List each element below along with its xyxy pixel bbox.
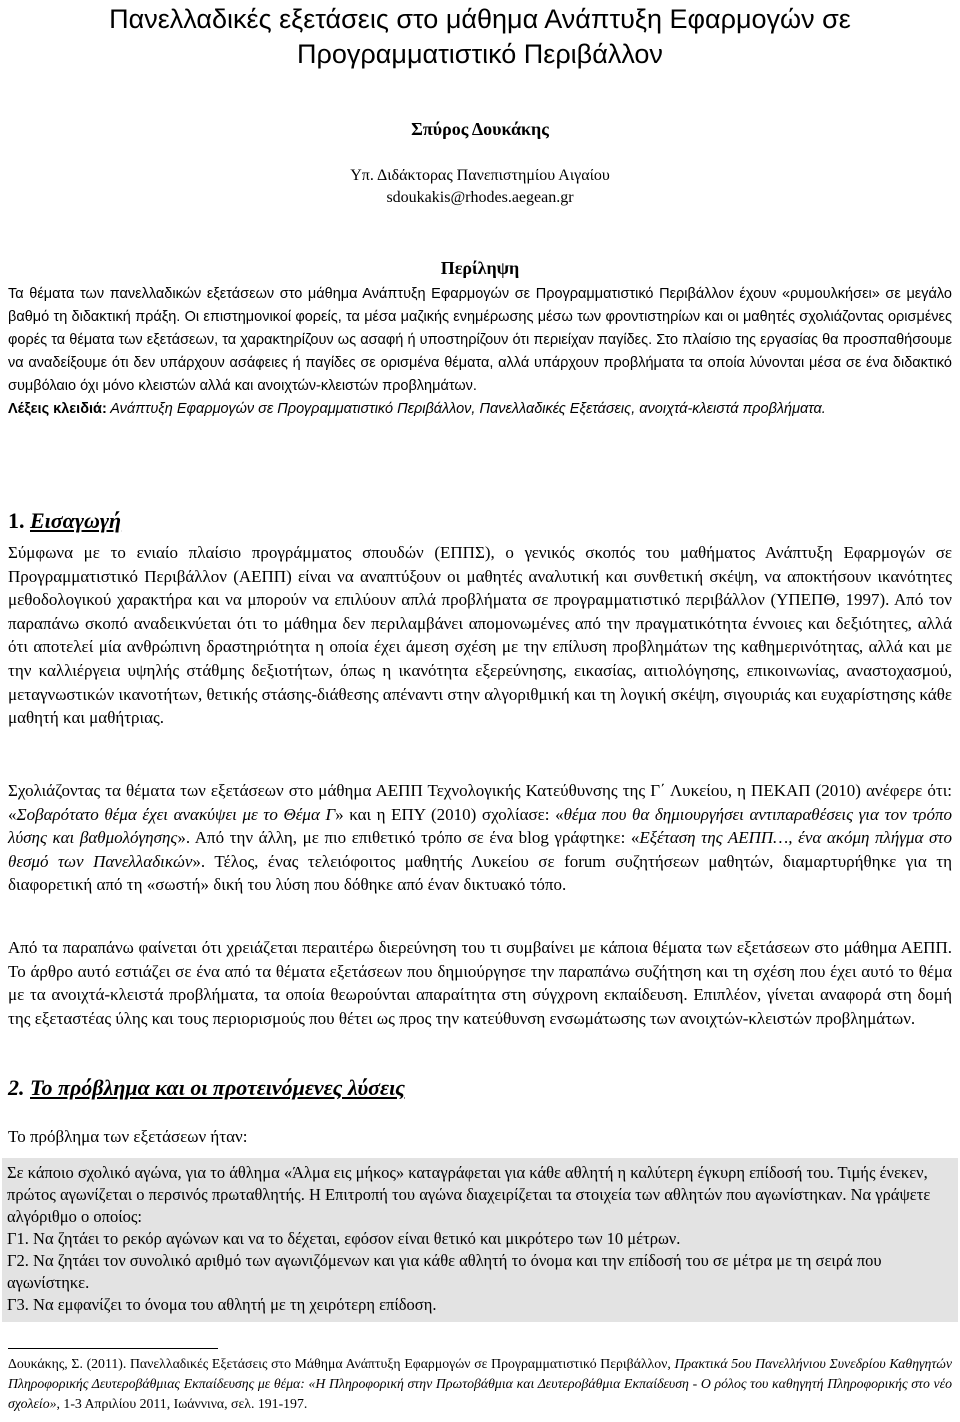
author-name: Σπύρος Δουκάκης (411, 119, 549, 139)
section-1-heading (8, 508, 121, 534)
abstract-heading: Περίληψη (440, 258, 520, 278)
citation-part: Δουκάκης, Σ. (2011). Πανελλαδικές Εξετάσεις στο Μάθημα Ανάπτυξη Εφαρμογών σε Προγραμματιστικό Περιβάλλον, (8, 1356, 675, 1371)
footer-divider (8, 1348, 218, 1349)
intro-paragraph-3: Από τα παραπάνω φαίνεται ότι χρειάζεται περαιτέρω διερεύνηση του τι συμβαίνει με κάποια θέματα των εξετάσεων στο μάθημα ΑΕΠΠ. Το άρθρο αυτό εστιάζει σε ένα από τα θέματα εξετάσεων που δημιούργησε την παραπάνω συζήτηση και τη σχέση που έχει αυτό το θέμα με τα ανοιχτά-κλειστά προβλήματα, τα οποία θεωρούνται απαραίτητα στη σύγχρονη εκπαίδευση. Επιπλέον, γίνεται αναφορά στη δομή της εξεταστέας ύλης και τους περιορισμούς που θέτει ως προς την κατεύθυνση ενσωμάτωσης των ανοιχτών-κλειστών προβλημάτων. (8, 938, 952, 1028)
section-1-title: Εισαγωγή (30, 508, 122, 533)
intro-p2-part: ». Τέλος, ένας τελειόφοιτος μαθητής Λυκείου σε forum συζητήσεων μαθητών, διαμαρτυρήθηκε για τη διαφορετική από τη «σωστή» δική του λύση που δόθηκε από έναν δικτυακό τόπο. (8, 851, 953, 895)
intro-p2-part: Σχολιάζοντας τα θέματα των εξετάσεων στο μάθημα ΑΕΠΠ Τεχνολογικής Κατεύθυνσης της Γ΄ Λυκείου, η ΠΕΚΑΠ (2010) ανέφερε ότι: « (8, 781, 952, 824)
author-affiliation-block (0, 165, 960, 209)
citation-footer (8, 1354, 952, 1414)
paper-title (0, 2, 960, 72)
title-line-1: Πανελλαδικές εξετάσεις στο μάθημα Ανάπτυξη Εφαρμογών σε (109, 4, 851, 34)
abstract (8, 283, 952, 421)
keywords-label: Λέξεις κλειδιά: (8, 401, 107, 417)
quote-epy: θέμα που θα δημιουργήσει αντιπαραθέσεις για τον τρόπο λύσης και βαθμολόγησης (8, 804, 952, 848)
title-line-2: Προγραμματιστικό Περιβάλλον (297, 39, 663, 69)
intro-p2-part: » και η ΕΠΥ (2010) σχολίασε: « (335, 804, 564, 824)
problem-box (2, 1158, 958, 1322)
citation-proceedings: Πρακτικά 5ου Πανελλήνιου Συνεδρίου Καθηγητών Πληροφορικής Δευτεροβάθμιας Εκπαίδευσης με θέμα: «Η Πληροφορική στην Πρωτοβάθμια και Δευτεροβάθμια Εκπαίδευση - Ο ρόλος του καθηγητή Πληροφορικής στο νέο σχολείο» (8, 1356, 953, 1411)
problem-lead: Το πρόβλημα των εξετάσεων ήταν: (8, 1127, 248, 1146)
problem-g3: Γ3. Να εμφανίζει το όνομα του αθλητή με τη χειρότερη επίδοση. (7, 1295, 437, 1314)
quote-blog: Εξέταση της ΑΕΠΠ…, ένα ακόμη πλήγμα στο θεσμό των Πανελλαδικών (8, 828, 953, 871)
intro-paragraph-1: Σύμφωνα με το ενιαίο πλαίσιο προγράμματος σπουδών (ΕΠΠΣ), ο γενικός σκοπός του μαθήματος Ανάπτυξη Εφαρμογών σε Προγραμματιστικό Περιβάλλον (ΑΕΠΠ) είναι να αναπτύξουν οι μαθητές αναλυτική και συνθετική σκέψη, να αποκτήσουν ικανότητες μεθοδολογικού χαρακτήρα και να μπορούν να επιλύουν απλά προβλήματα σε προγραμματιστικό περιβάλλον (ΥΠΕΠΘ, 1997). Από τον παραπάνω σκοπό αναδεικνύεται ότι το μάθημα δεν περιλαμβάνει απομονωμένες από την πραγματικότητα έννοιες και δεξιότητες, αλλά ότι αποτελεί μία ανθρώπινη δραστηριότητα η οποία έχει άμεση σχέση με την επίλυση προβλημάτων της καθημερινότητας, αλλά και με την καλλιέργεια υψηλής στάθμης δεξιοτήτων, όπως η ικανότητα εξερεύνησης, εικασίας, αιτιολόγησης, επικοινωνίας, αναστοχασμού, μεταγνωστικών ικανοτήτων, θετικής στάσης-διάθεσης απέναντι στην αλγοριθμική και τη λογική σκέψη, σιγουριάς και ευχαρίστησης κάθε μαθητή και μαθήτριας. (8, 543, 952, 728)
email: sdoukakis@rhodes.aegean.gr (386, 189, 574, 206)
problem-g2: Γ2. Να ζητάει τον συνολικό αριθμό των αγωνιζόμενων και για κάθε αθλητή το όνομα και την επίδοσή του σε μέτρα με τη σειρά που αγωνίστηκε. (7, 1251, 882, 1292)
section-2-heading (8, 1075, 405, 1101)
problem-intro: Σε κάποιο σχολικό αγώνα, για το άθλημα «Άλμα εις μήκος» καταγράφεται για κάθε αθλητή η καλύτερη έγκυρη επίδοσή του. Τιμής ένεκεν, πρώτος αγωνίζεται ο περσινός πρωταθλητής. Η Επιτροπή του αγώνα διαχειρίζεται τα στοιχεία των αθλητών που αγωνίστηκαν. Να γράψετε αλγόριθμο ο οποίος: (7, 1163, 931, 1226)
section-2-title: Το πρόβλημα και οι προτεινόμενες λύσεις (30, 1075, 405, 1100)
abstract-text: Τα θέματα των πανελλαδικών εξετάσεων στο μάθημα Ανάπτυξη Εφαρμογών σε Προγραμματιστικό Περιβάλλον έχουν «ρυμουλκήσει» σε μεγάλο βαθμό τη διδακτική πράξη. Οι επιστημονικοί φορείς, τα μέσα μαζικής ενημέρωσης μέσω των φροντιστηρίων και οι μαθητές σχολιάζοντας ορισμένες φορές τα θέματα των εξετάσεων, τα χαρακτηρίζουν ως ασαφή ή υποστηρίζουν ότι περιείχαν παγίδες. Στο πλαίσιο της εργασίας θα προσπαθήσουμε να αναδείξουμε ότι δεν υπάρχουν ασάφειες ή παγίδες σε ορισμένα θέματα, αλλά υπάρχουν προβλήματα τα οποία λύνονται μέσα σε ένα διδακτικό συμβόλαιο όχι μόνο κλειστών αλλά και ανοιχτών-κλειστών προβλημάτων. (8, 286, 952, 394)
problem-g1: Γ1. Να ζητάει το ρεκόρ αγώνων και να το δέχεται, εφόσον είναι θετικό και μικρότερο των 10 μέτρων. (7, 1229, 681, 1248)
keywords-text: Ανάπτυξη Εφαρμογών σε Προγραμματιστικό Περιβάλλον, Πανελλαδικές Εξετάσεις, ανοιχτά-κλειστά προβλήματα. (106, 401, 826, 417)
intro-p2-part: ». Από την άλλη, με πιο επιθετικό τρόπο σε ένα blog γράφτηκε: « (177, 828, 640, 848)
citation-part: , 1-3 Απριλίου 2011, Ιωάννινα, σελ. 191-197. (56, 1396, 308, 1411)
intro-paragraph-2 (8, 779, 952, 897)
section-1-number: 1. (8, 508, 30, 533)
affiliation: Υπ. Διδάκτορας Πανεπιστημίου Αιγαίου (350, 167, 610, 184)
quote-pekap: Σοβαρότατο θέμα έχει ανακύψει με το Θέμα Γ (16, 804, 336, 824)
section-2-number: 2. (8, 1075, 30, 1100)
